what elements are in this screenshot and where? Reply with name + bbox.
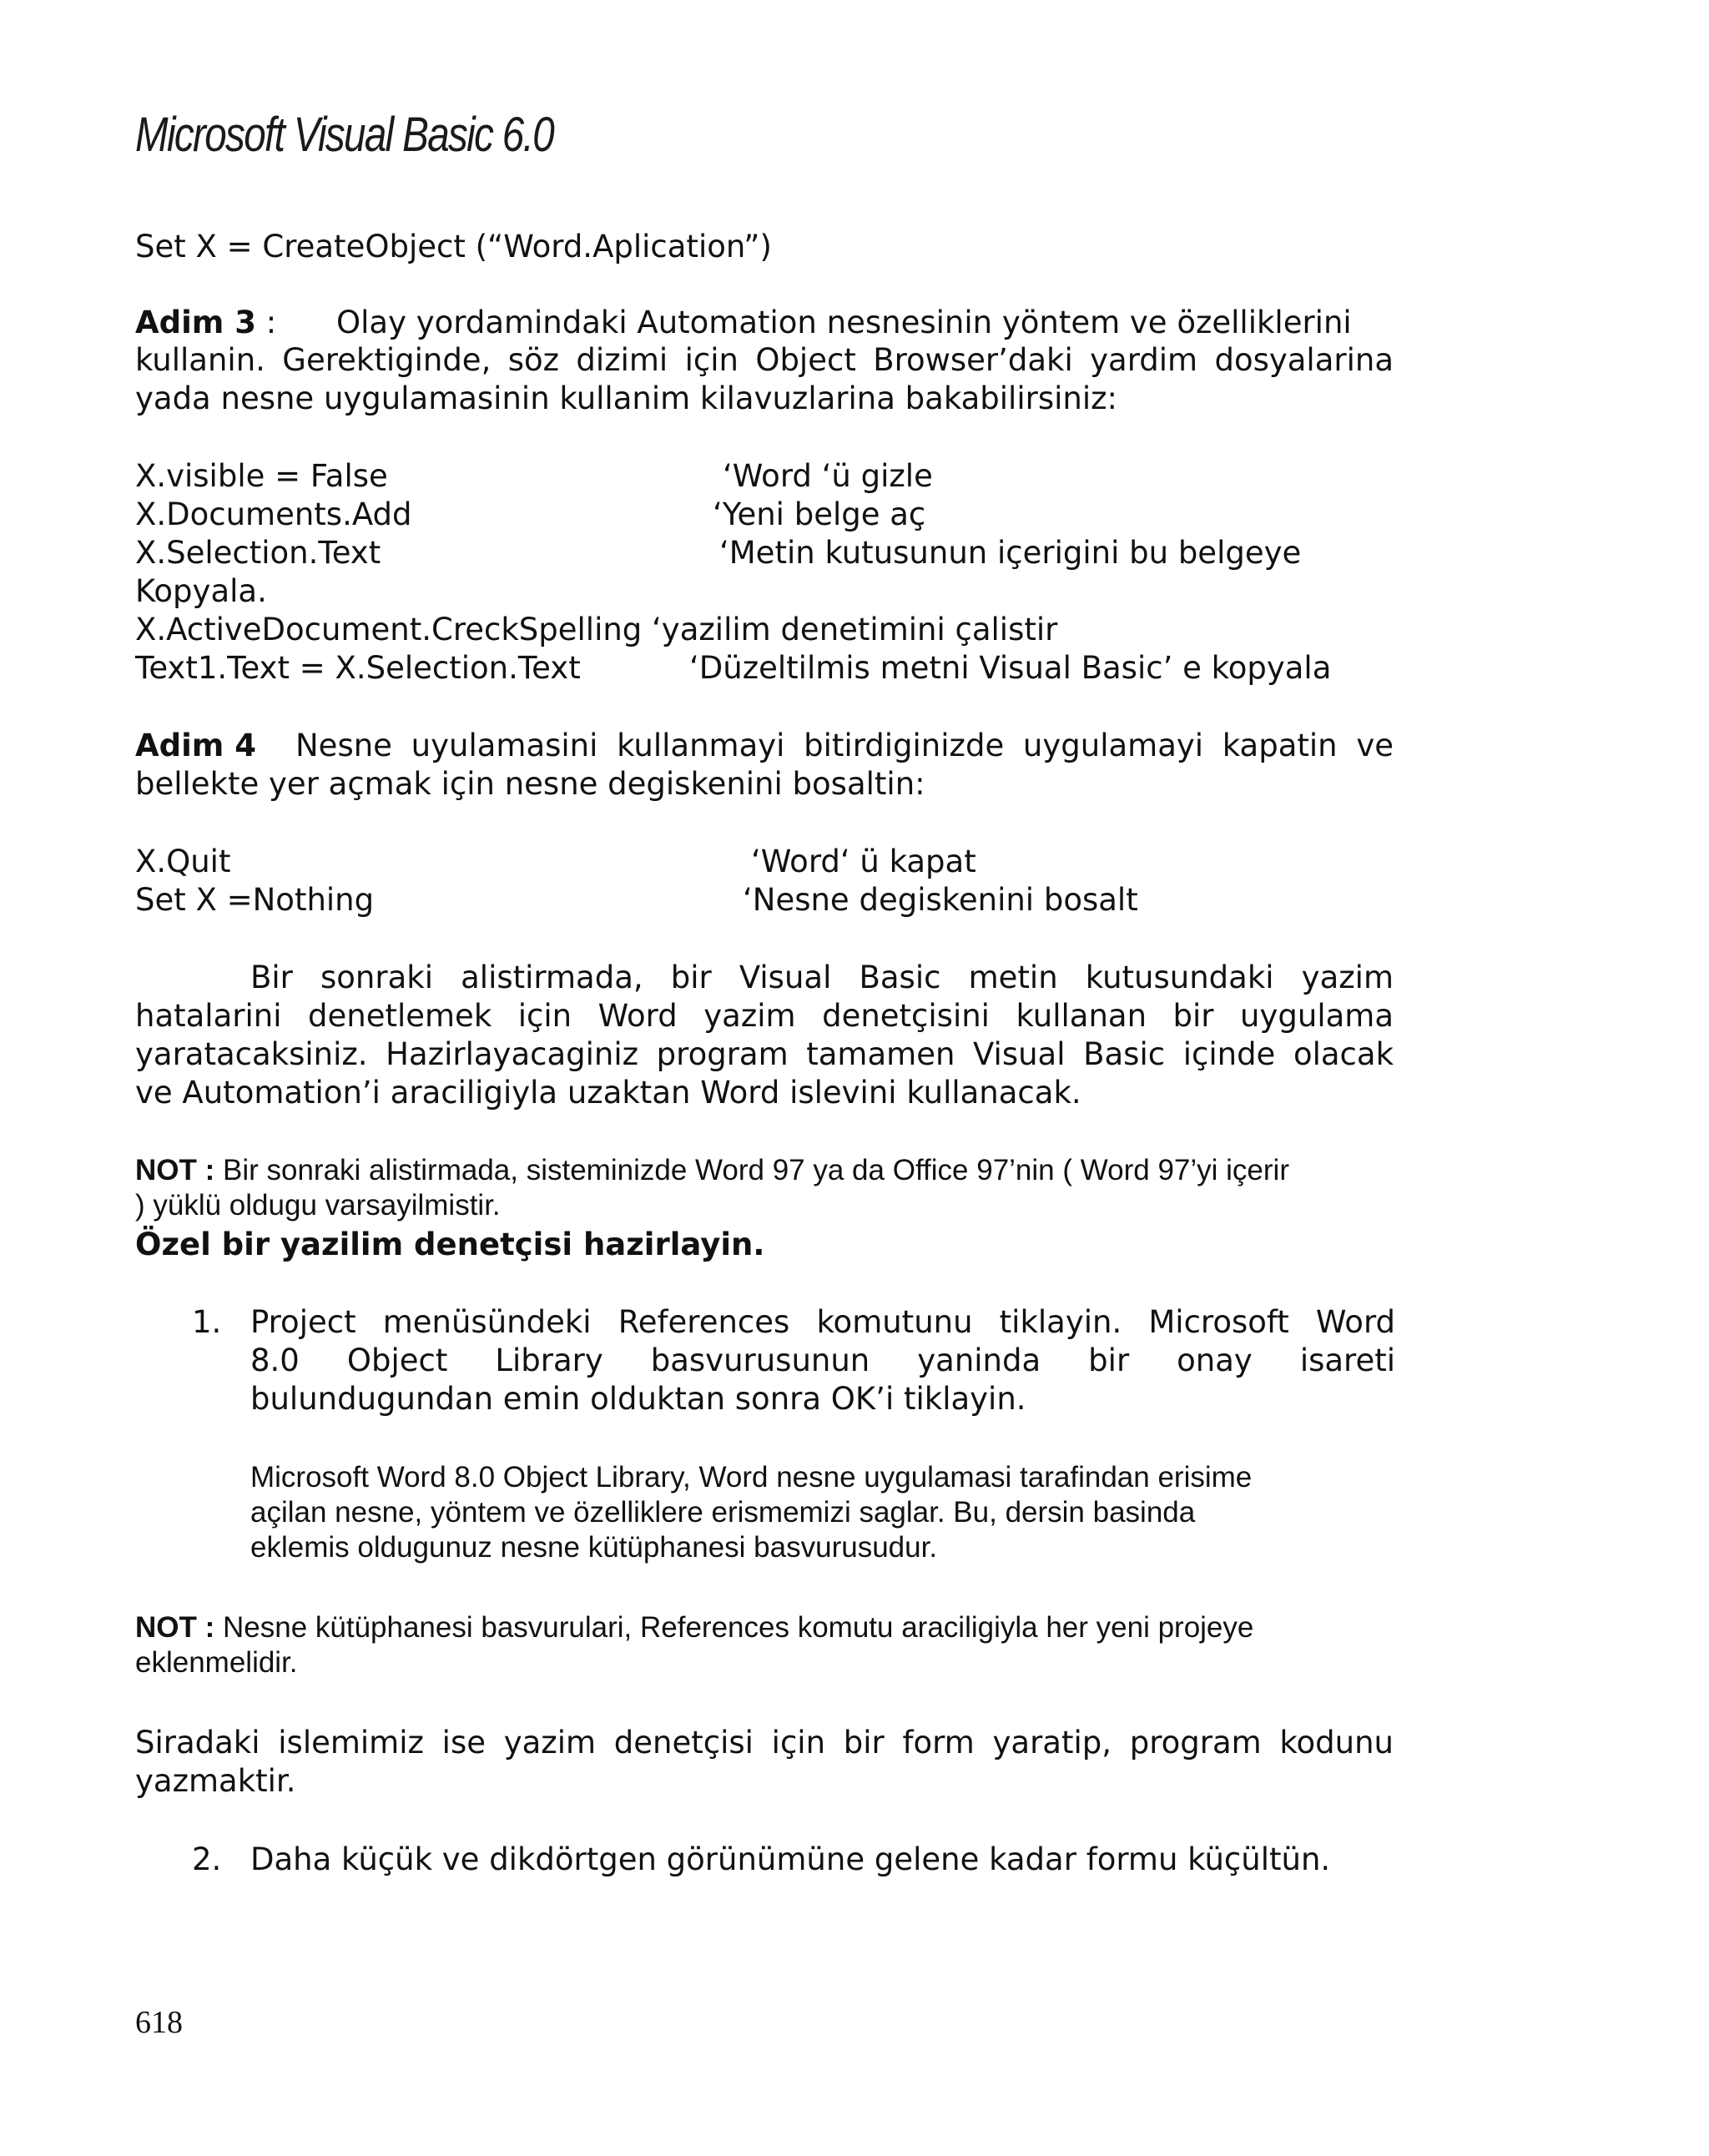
list-item-line: 8.0 Object Library basvurusunun yaninda bir onay isareti [250,1342,1395,1378]
code-comment: ‘Nesne degiskenini bosalt [743,882,1138,918]
code-line: X.Documents.Add [135,496,412,532]
code-line: X.visible = False [135,458,388,494]
note-line: Bir sonraki alistirmada, sisteminizde Word 97 ya da Office 97’nin ( Word 97’yi içerir [214,1154,1289,1186]
paragraph-line: hatalarini denetlemek için Word yazim denetçisini kullanan bir uygulama [135,998,1394,1034]
step-3-line-1: Olay yordamindaki Automation nesnesinin yöntem ve özelliklerini [336,305,1352,340]
step-3-line-2: kullanin. Gerektiginde, söz dizimi için Object Browser’daki yardim dosyalarina [135,342,1394,378]
page-header-title: Microsoft Visual Basic 6.0 [135,108,554,162]
paragraph-line: Bir sonraki alistirmada, bir Visual Basic metin kutusundaki yazim [250,960,1394,995]
info-line: Microsoft Word 8.0 Object Library, Word nesne uygulamasi tarafindan erisime [250,1461,1253,1494]
page-number: 618 [135,2005,183,2040]
step-3-separator: : [255,305,277,340]
code-comment: ‘Düzeltilmis metni Visual Basic’ e kopyala [689,650,1332,686]
list-item-line: Project menüsündeki References komutunu tiklayin. Microsoft Word [250,1304,1395,1340]
code-line-create-object: Set X = CreateObject (“Word.Aplication”) [135,229,772,264]
code-comment: ‘Metin kutusunun içerigini bu belgeye [719,535,1302,571]
code-line: X.Quit [135,844,231,879]
step-3-label: Adim 3 [135,305,256,340]
code-line: X.ActiveDocument.CreckSpelling ‘yazilim denetimini çalistir [135,612,1058,647]
code-comment: ‘Yeni belge aç [713,496,926,532]
list-item-line: Daha küçük ve dikdörtgen görünümüne gelene kadar formu küçültün. [250,1841,1331,1877]
note-line: eklenmelidir. [135,1646,298,1679]
code-line: Set X =Nothing [135,882,375,918]
list-number: 1. [192,1304,222,1340]
paragraph-line: ve Automation’i araciligiyla uzaktan Word islevini kullanacak. [135,1075,1081,1111]
section-heading: Özel bir yazilim denetçisi hazirlayin. [135,1227,765,1262]
list-number: 2. [192,1841,222,1877]
list-item-line: bulundugundan emin olduktan sonra OK’i tiklayin. [250,1381,1026,1417]
step-3-line-3: yada nesne uygulamasinin kullanim kilavuzlarina bakabilirsiniz: [135,380,1117,416]
code-comment: ‘Word‘ ü kapat [751,844,976,879]
note-line: Nesne kütüphanesi basvurulari, References komutu araciligiyla her yeni projeye [214,1611,1254,1644]
note-line: ) yüklü oldugu varsayilmistir. [135,1189,501,1222]
info-line: eklemis oldugunuz nesne kütüphanesi basvurusudur. [250,1531,938,1564]
note-label: NOT : [135,1611,215,1644]
step-4-line-2: bellekte yer açmak için nesne degiskenini bosaltin: [135,766,925,802]
paragraph-line: Siradaki islemimiz ise yazim denetçisi için bir form yaratip, program kodunu [135,1725,1394,1761]
paragraph-line: yaratacaksiniz. Hazirlayacaginiz program tamamen Visual Basic içinde olacak [135,1036,1394,1072]
code-line: Kopyala. [135,573,267,609]
code-line: X.Selection.Text [135,535,381,571]
step-4-line-1: Nesne uyulamasini kullanmayi bitirdiginizde uygulamayi kapatin ve [295,728,1394,763]
paragraph-line: yazmaktir. [135,1763,296,1799]
info-line: açilan nesne, yöntem ve özelliklere erismemizi saglar. Bu, dersin basinda [250,1496,1196,1529]
note-label: NOT : [135,1154,215,1186]
step-4-label: Adim 4 [135,728,256,763]
code-line: Text1.Text = X.Selection.Text [135,650,581,686]
code-comment: ‘Word ‘ü gizle [723,458,933,494]
